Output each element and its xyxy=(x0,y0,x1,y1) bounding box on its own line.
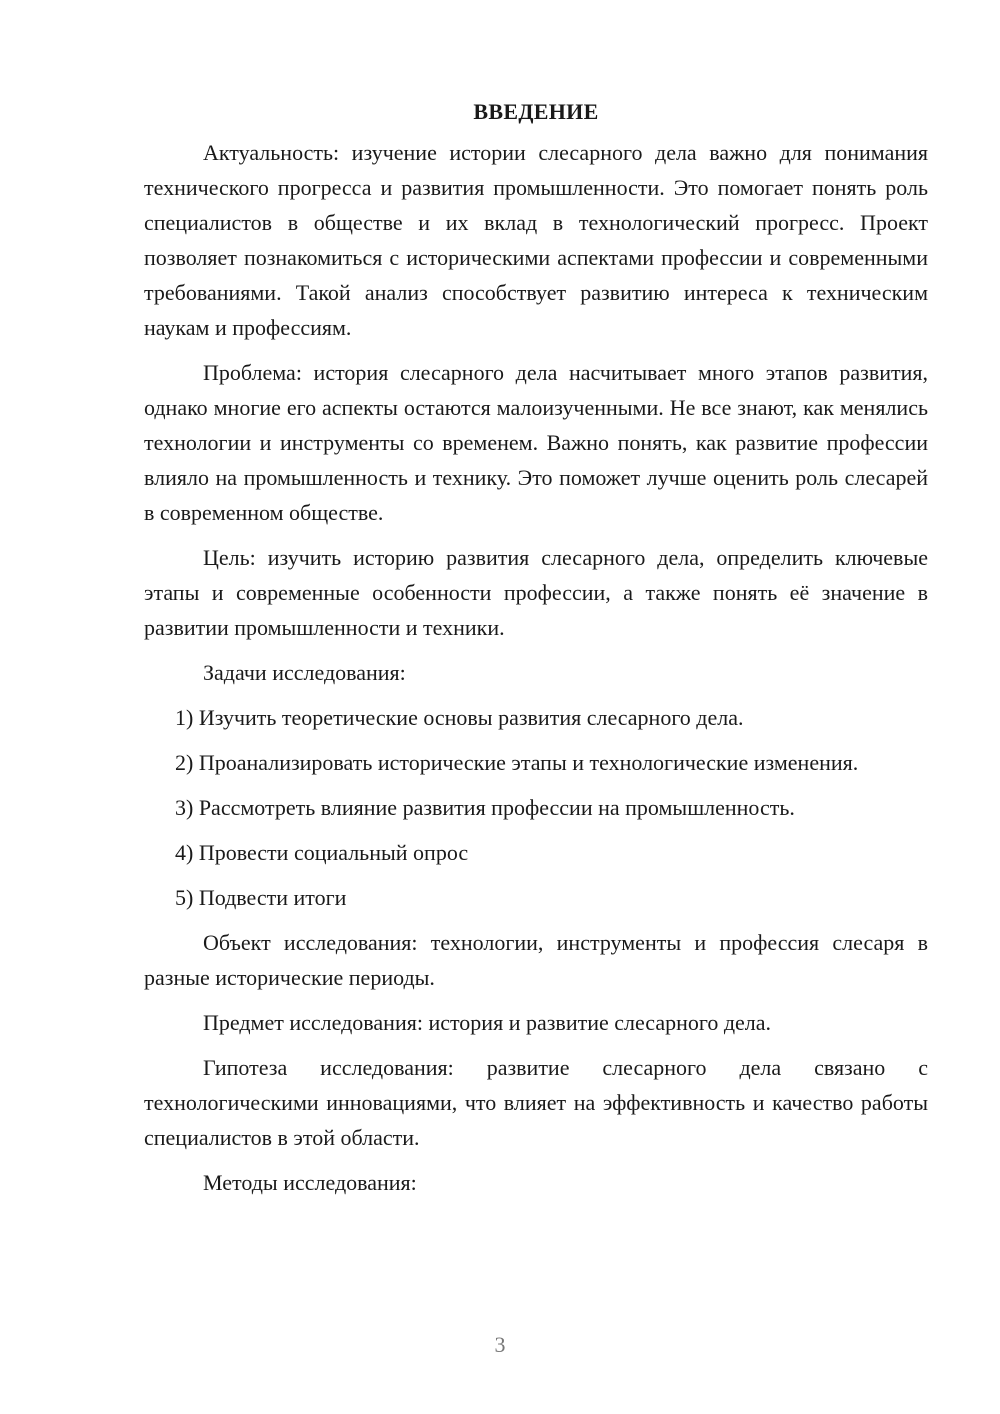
paragraph-relevance: Актуальность: изучение истории слесарного дела важно для понимания технического прогресса и развития промышленности. Это помогает понять роль специалистов в обществе и их вклад в технологический прогресс. Проект позволяет познакомиться с историческими аспектами профессии и современными требованиями. Такой анализ способствует развитию интереса к техническим наукам и профессиям. xyxy=(144,140,928,340)
paragraph-hypothesis: Гипотеза исследования: развитие слесарного дела связано с технологическими инновациями, что влияет на эффективность и качество работы специалистов в этой области. xyxy=(144,1055,928,1150)
paragraph-methods: Методы исследования: xyxy=(203,1170,417,1195)
paragraph-subject: Предмет исследования: история и развитие слесарного дела. xyxy=(203,1010,772,1035)
paragraph-goal: Цель: изучить историю развития слесарного дела, определить ключевые этапы и современные особенности профессии, а также понять её значение в развитии промышленности и техники. xyxy=(144,545,928,640)
task-item-1: 1) Изучить теоретические основы развития слесарного дела. xyxy=(175,705,744,730)
task-item-5: 5) Подвести итоги xyxy=(175,885,347,910)
task-item-4: 4) Провести социальный опрос xyxy=(175,840,469,865)
document-page xyxy=(144,94,928,1210)
section-heading: ВВЕДЕНИЕ xyxy=(473,99,599,124)
paragraph-object: Объект исследования: технологии, инструменты и профессия слесаря в разные исторические периоды. xyxy=(144,930,928,990)
paragraph-tasks-intro: Задачи исследования: xyxy=(203,660,406,685)
task-item-3: 3) Рассмотреть влияние развития профессии на промышленность. xyxy=(175,795,795,820)
page-number: 3 xyxy=(494,1332,506,1357)
task-item-2: 2) Проанализировать исторические этапы и технологические изменения. xyxy=(175,750,859,775)
paragraph-problem: Проблема: история слесарного дела насчитывает много этапов развития, однако многие его аспекты остаются малоизученными. Не все знают, как менялись технологии и инструменты со временем. Важно понять, как развитие профессии влияло на промышленность и технику. Это поможет лучше оценить роль слесарей в современном обществе. xyxy=(144,360,928,525)
